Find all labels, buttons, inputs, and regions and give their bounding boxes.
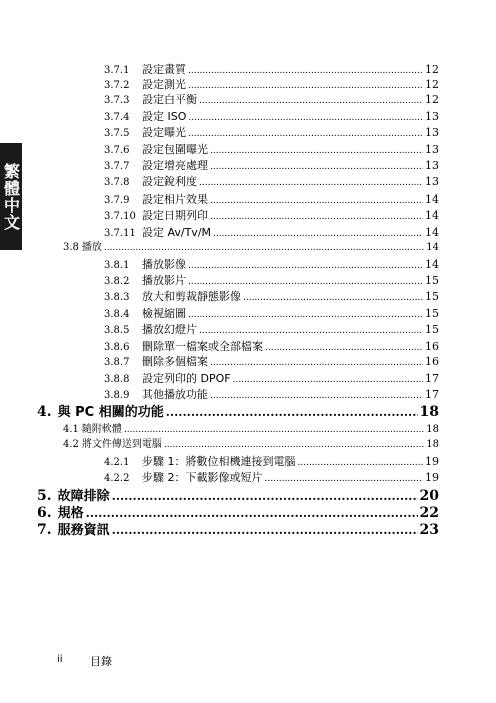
toc-entry-number: 3.8.4 [104, 309, 130, 320]
toc-entry[interactable] [104, 63, 439, 78]
toc-entry-title: 步驟 2：下載影像或短片 [142, 471, 263, 484]
toc-entry[interactable] [37, 488, 439, 505]
toc-entry-number: 3.7.3 [104, 95, 130, 106]
toc-entry[interactable] [104, 226, 439, 241]
toc-entry-title: 設定白平衡 [142, 93, 197, 106]
toc-dot-leader [210, 357, 423, 370]
toc-entry-page: 13 [425, 143, 439, 156]
toc-entry-page: 15 [425, 274, 439, 287]
toc-entry-page: 12 [425, 93, 439, 106]
toc-entry-title: 設定銳利度 [142, 175, 197, 188]
toc-entry[interactable] [104, 159, 439, 174]
toc-dot-leader [188, 112, 423, 125]
toc-entry-page: 14 [425, 209, 439, 222]
language-tab-label: 繁體中文 [1, 162, 21, 231]
toc-entry-title: 其他播放功能 [142, 388, 208, 401]
toc-dot-leader [104, 242, 424, 255]
toc-dot-leader [86, 505, 418, 521]
toc-entry-page: 13 [425, 175, 439, 188]
toc-dot-leader [210, 211, 423, 224]
toc-entry-title: 將文件傳送到電腦 [81, 439, 162, 450]
toc-dot-leader [164, 439, 424, 452]
toc-entry-title: 設定日期列印 [142, 209, 208, 222]
toc-entry[interactable] [104, 274, 439, 289]
toc-entry-title: 放大和剪裁靜態影像 [142, 290, 241, 303]
toc-entry-page: 15 [425, 307, 439, 320]
toc-dot-leader [233, 374, 423, 387]
toc-entry[interactable] [104, 471, 439, 486]
toc-entry-number: 5. [37, 488, 52, 504]
toc-entry-page: 22 [419, 505, 439, 521]
toc-entry-number: 4.2.2 [104, 473, 130, 484]
toc-entry-number: 3.8.2 [104, 276, 130, 287]
toc-dot-leader [188, 128, 423, 141]
toc-entry-number: 3.7.1 [104, 65, 130, 76]
toc-entry-title: 播放幻燈片 [142, 323, 197, 336]
toc-entry[interactable] [104, 78, 439, 93]
toc-entry-title: 播放影像 [142, 258, 186, 271]
toc-entry-page: 17 [425, 372, 439, 385]
toc-entry-number: 3.7.6 [104, 145, 130, 156]
toc-dot-leader [265, 342, 423, 355]
toc-entry-title: 播放 [81, 242, 102, 253]
toc-entry-page: 13 [425, 110, 439, 123]
toc-entry-title: 設定列印的 DPOF [142, 372, 231, 385]
toc-entry-title: 設定增亮處理 [142, 159, 208, 172]
footer-label: 目錄 [90, 655, 112, 668]
toc-entry-number: 3.8.5 [104, 325, 130, 336]
toc-entry-page: 23 [419, 522, 439, 538]
toc-entry-title: 設定 Av/Tv/M [142, 226, 212, 239]
toc-entry[interactable] [104, 110, 439, 125]
toc-entry-page: 16 [425, 340, 439, 353]
toc-entry-number: 3.7.8 [104, 177, 130, 188]
toc-dot-leader [243, 292, 423, 305]
toc-entry-page: 14 [425, 226, 439, 239]
toc-entry-number: 3.7.10 [104, 211, 136, 222]
toc-entry-title: 設定包圍曝光 [142, 143, 208, 156]
toc-entry-page: 18 [419, 404, 439, 420]
toc-dot-leader [112, 522, 418, 538]
toc-entry-number: 3.8.9 [104, 390, 130, 401]
toc-entry-page: 13 [425, 126, 439, 139]
toc-dot-leader [199, 325, 423, 338]
toc-dot-leader [210, 390, 423, 403]
toc-dot-leader [213, 228, 423, 241]
toc-entry[interactable] [104, 143, 439, 158]
toc-entry[interactable] [104, 372, 439, 387]
toc-entry-page: 16 [425, 355, 439, 368]
toc-entry-title: 規格 [57, 506, 84, 521]
toc-entry-number: 3.7.4 [104, 112, 130, 123]
toc-dot-leader [188, 80, 423, 93]
toc-entry-title: 與 PC 相關的功能 [57, 405, 164, 420]
toc-entry[interactable] [104, 388, 439, 403]
language-side-tab [0, 143, 22, 250]
toc-entry-title: 設定曝光 [142, 126, 186, 139]
toc-dot-leader [210, 161, 423, 174]
toc-dot-leader [199, 177, 423, 190]
toc-entry[interactable] [63, 241, 439, 255]
toc-entry-title: 刪除單一檔案或全部檔案 [142, 340, 263, 353]
toc-entry-page: 12 [425, 63, 439, 76]
toc-entry-number: 3.7.9 [104, 195, 130, 206]
toc-entry-title: 播放影片 [142, 274, 186, 287]
toc-dot-leader [166, 404, 418, 420]
toc-entry-page: 17 [425, 388, 439, 401]
toc-dot-leader [188, 65, 423, 78]
toc-entry-number: 4.2 [63, 439, 79, 450]
toc-dot-leader [265, 473, 424, 486]
toc-entry-page: 19 [425, 455, 439, 468]
toc-entry-page: 19 [425, 471, 439, 484]
toc-entry[interactable] [104, 355, 439, 370]
toc-entry-title: 隨附軟體 [81, 424, 122, 435]
toc-entry[interactable] [104, 175, 439, 190]
toc-entry-number: 6. [37, 505, 52, 521]
toc-entry-title: 設定畫質 [142, 63, 186, 76]
toc-entry-number: 3.8.6 [104, 342, 130, 353]
toc-dot-leader [112, 488, 418, 504]
toc-entry-number: 3.8 [63, 242, 79, 253]
toc-entry-number: 3.7.2 [104, 80, 130, 91]
toc-entry-page: 13 [425, 159, 439, 172]
toc-entry-title: 檢視縮圖 [142, 307, 186, 320]
toc-dot-leader [210, 145, 423, 158]
toc-entry-number: 3.8.8 [104, 374, 130, 385]
toc-dot-leader [199, 95, 423, 108]
toc-entry-title: 設定 ISO [142, 110, 187, 123]
toc-entry-number: 3.8.3 [104, 292, 130, 303]
toc-entry-number: 3.7.5 [104, 128, 130, 139]
toc-entry-number: 3.7.11 [104, 228, 136, 239]
toc-entry-page: 14 [425, 258, 439, 271]
toc-entry-number: 3.7.7 [104, 161, 130, 172]
toc-entry[interactable] [104, 209, 439, 224]
toc-entry-number: 7. [37, 522, 52, 538]
toc-entry[interactable] [104, 323, 439, 338]
footer-page-number: ii [57, 654, 63, 665]
toc-entry-page: 14 [426, 242, 439, 253]
toc-entry-title: 步驟 1：將數位相機連接到電腦 [142, 455, 296, 468]
toc-entry-page: 18 [426, 424, 439, 435]
toc-entry-page: 14 [425, 193, 439, 206]
toc-dot-leader [124, 424, 424, 437]
toc-entry[interactable] [104, 258, 439, 273]
toc-entry-page: 15 [425, 290, 439, 303]
toc-entry[interactable] [104, 290, 439, 305]
toc-dot-leader [298, 457, 424, 470]
toc-entry[interactable] [104, 126, 439, 141]
toc-entry[interactable] [63, 438, 439, 452]
toc-entry[interactable] [63, 423, 439, 437]
toc-entry[interactable] [37, 505, 439, 522]
toc-dot-leader [188, 276, 423, 289]
toc-entry[interactable] [37, 522, 439, 539]
toc-entry-page: 18 [426, 439, 439, 450]
toc-entry-title: 刪除多個檔案 [142, 355, 208, 368]
toc-entry-number: 4. [37, 404, 52, 420]
toc-entry-title: 故障排除 [57, 489, 110, 504]
toc-dot-leader [188, 309, 423, 322]
toc-entry[interactable] [104, 193, 439, 208]
toc-entry[interactable] [104, 340, 439, 355]
toc-entry[interactable] [104, 307, 439, 322]
toc-entry-number: 4.2.1 [104, 457, 130, 468]
toc-entry-number: 3.8.1 [104, 260, 130, 271]
toc-dot-leader [210, 195, 423, 208]
toc-dot-leader [188, 260, 423, 273]
toc-entry-title: 服務資訊 [57, 523, 110, 538]
toc-entry-page: 15 [425, 323, 439, 336]
toc-entry[interactable] [104, 93, 439, 108]
toc-entry[interactable] [37, 404, 439, 421]
toc-entry-number: 4.1 [63, 424, 79, 435]
toc-entry[interactable] [104, 455, 439, 470]
toc-entry-title: 設定測光 [142, 78, 186, 91]
toc-entry-page: 12 [425, 78, 439, 91]
toc-entry-number: 3.8.7 [104, 357, 130, 368]
toc-entry-page: 20 [419, 488, 439, 504]
toc-entry-title: 設定相片效果 [142, 193, 208, 206]
